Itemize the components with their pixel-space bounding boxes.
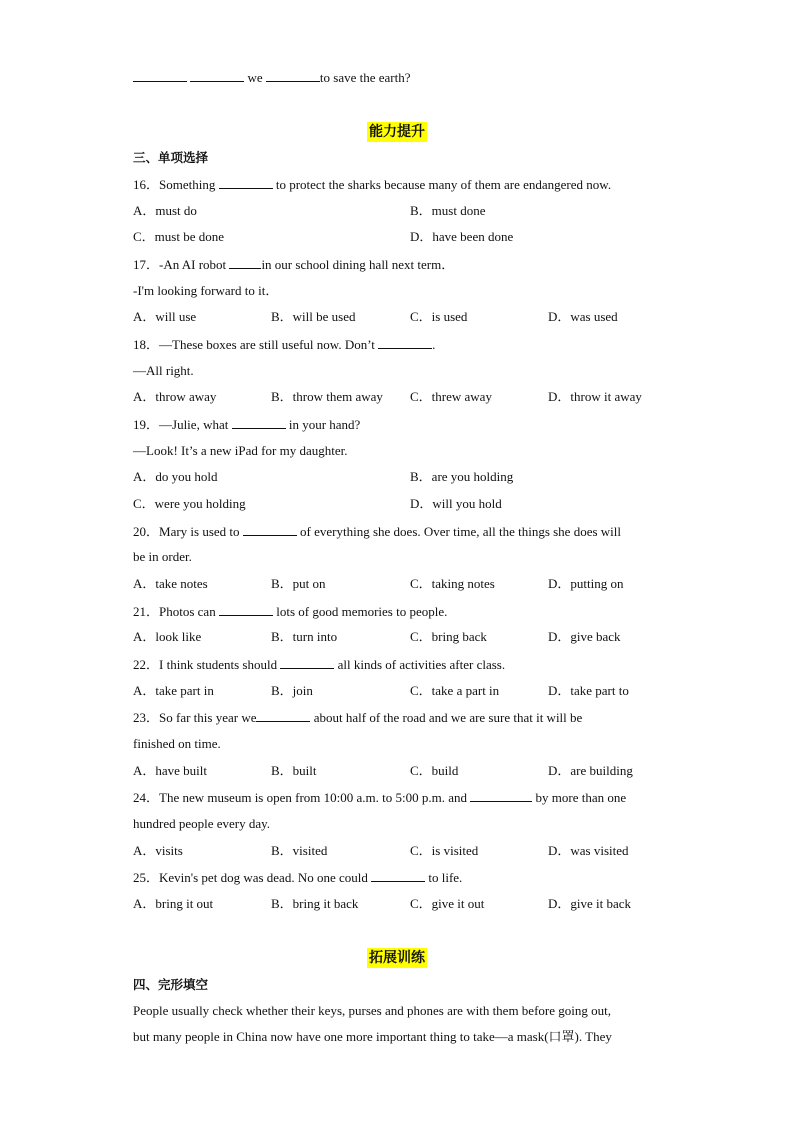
question-text: —These boxes are still useful now. Don’t [159, 337, 375, 352]
question-18-response: —All right. [133, 363, 194, 378]
question-number: 25． [133, 870, 160, 885]
question-text: I think students should [159, 657, 278, 672]
question-text: Photos can [159, 604, 216, 619]
question-text: lots of good memories to people. [276, 604, 448, 619]
question-20-option-a[interactable]: A．take notes [133, 576, 208, 591]
question-text: Something [159, 177, 216, 192]
question-21-stem [133, 603, 447, 620]
answer-blank[interactable] [133, 69, 187, 82]
question-22-stem [133, 656, 505, 673]
question-text: to protect the sharks because many of them are endangered now. [275, 177, 612, 192]
question-20-stem-continued: be in order. [133, 549, 192, 564]
question-17-option-b[interactable]: B．will be used [271, 309, 356, 324]
question-17-stem [133, 256, 454, 273]
question-18-stem [133, 336, 435, 353]
question-16-option-c[interactable]: C．must be done [133, 229, 224, 244]
question-23-option-c[interactable]: C．build [410, 763, 459, 778]
question-23-option-b[interactable]: B．built [271, 763, 317, 778]
question-23-stem-continued: finished on time. [133, 736, 221, 751]
question-19-option-d[interactable]: D．will you hold [410, 496, 502, 511]
question-number: 20． [133, 524, 160, 539]
answer-blank[interactable] [219, 176, 273, 189]
section-heading-single-choice: 三、单项选择 [133, 150, 209, 165]
question-number: 21． [133, 604, 160, 619]
answer-blank[interactable] [190, 69, 244, 82]
section-banner-extension [0, 947, 794, 967]
question-19-option-c[interactable]: C．were you holding [133, 496, 246, 511]
answer-blank[interactable] [371, 869, 425, 882]
question-17-option-c[interactable]: C．is used [410, 309, 468, 324]
answer-blank[interactable] [229, 256, 261, 269]
question-22-option-d[interactable]: D．take part to [548, 683, 629, 698]
question-16-option-a[interactable]: A．must do [133, 203, 197, 218]
question-25-stem [133, 869, 462, 886]
question-text: Kevin's pet dog was dead. No one could [159, 870, 368, 885]
passage-line: but many people in China now have one more important thing to take—a mask(口罩). They [133, 1029, 612, 1044]
question-number: 19． [133, 417, 160, 432]
question-number: 17． [133, 257, 160, 272]
question-21-option-b[interactable]: B．turn into [271, 629, 338, 644]
question-19-stem [133, 416, 360, 433]
question-15-tail [133, 69, 411, 86]
question-text: -An AI robot [159, 257, 227, 272]
question-19-response: —Look! It’s a new iPad for my daughter. [133, 443, 348, 458]
question-19-option-a[interactable]: A．do you hold [133, 469, 218, 484]
answer-blank[interactable] [219, 603, 273, 616]
question-23-stem [133, 709, 582, 726]
question-21-option-d[interactable]: D．give back [548, 629, 621, 644]
question-text: by more than one [535, 790, 627, 805]
question-number: 18． [133, 337, 160, 352]
question-24-stem-continued: hundred people every day. [133, 816, 271, 831]
question-text: to life. [428, 870, 463, 885]
answer-blank[interactable] [256, 709, 310, 722]
question-16-option-b[interactable]: B．must done [410, 203, 486, 218]
question-23-option-a[interactable]: A．have built [133, 763, 208, 778]
question-17-option-a[interactable]: A．will use [133, 309, 197, 324]
question-text: all kinds of activities after class. [337, 657, 506, 672]
answer-blank[interactable] [243, 523, 297, 536]
question-21-option-a[interactable]: A．look like [133, 629, 202, 644]
answer-blank[interactable] [378, 336, 432, 349]
question-18-option-c[interactable]: C．threw away [410, 389, 492, 404]
section-heading-cloze: 四、完形填空 [133, 977, 209, 992]
question-text: . [432, 337, 436, 352]
question-23-option-d[interactable]: D．are building [548, 763, 633, 778]
question-20-option-c[interactable]: C．taking notes [410, 576, 495, 591]
question-text: Mary is used to [159, 524, 240, 539]
question-24-stem [133, 789, 626, 806]
question-text: we [247, 70, 263, 85]
question-20-option-d[interactable]: D．putting on [548, 576, 624, 591]
question-17-response: -I'm looking forward to it． [133, 283, 279, 298]
answer-blank[interactable] [232, 416, 286, 429]
question-number: 16． [133, 177, 160, 192]
question-18-option-b[interactable]: B．throw them away [271, 389, 383, 404]
question-24-option-b[interactable]: B．visited [271, 843, 328, 858]
question-16-option-d[interactable]: D．have been done [410, 229, 514, 244]
question-25-option-d[interactable]: D．give it back [548, 896, 632, 911]
question-text: The new museum is open from 10:00 a.m. to 5:00 p.m. and [159, 790, 467, 805]
question-25-option-a[interactable]: A．bring it out [133, 896, 214, 911]
question-18-option-d[interactable]: D．throw it away [548, 389, 642, 404]
question-24-option-a[interactable]: A．visits [133, 843, 183, 858]
question-18-option-a[interactable]: A．throw away [133, 389, 217, 404]
question-20-stem [133, 523, 621, 540]
question-25-option-b[interactable]: B．bring it back [271, 896, 359, 911]
section-banner-ability [0, 121, 794, 141]
answer-blank[interactable] [280, 656, 334, 669]
question-24-option-c[interactable]: C．is visited [410, 843, 479, 858]
question-text: about half of the road and we are sure that it will be [313, 710, 583, 725]
question-text: —Julie, what [159, 417, 229, 432]
question-16-stem [133, 176, 611, 193]
question-25-option-c[interactable]: C．give it out [410, 896, 485, 911]
question-19-option-b[interactable]: B．are you holding [410, 469, 514, 484]
banner-label: 能力提升 [369, 124, 425, 140]
question-number: 23． [133, 710, 160, 725]
question-22-option-c[interactable]: C．take a part in [410, 683, 500, 698]
question-21-option-c[interactable]: C．bring back [410, 629, 487, 644]
question-text: So far this year we [159, 710, 257, 725]
question-text: to save the earth? [319, 70, 411, 85]
question-number: 24． [133, 790, 160, 805]
question-17-option-d[interactable]: D．was used [548, 309, 618, 324]
answer-blank[interactable] [470, 789, 532, 802]
question-text: in our school dining hall next term． [261, 257, 455, 272]
question-text: in your hand? [288, 417, 361, 432]
answer-blank[interactable] [266, 69, 320, 82]
question-24-option-d[interactable]: D．was visited [548, 843, 629, 858]
question-number: 22． [133, 657, 160, 672]
question-22-option-b[interactable]: B．join [271, 683, 313, 698]
passage-line: People usually check whether their keys, purses and phones are with them before going out, [133, 1003, 611, 1018]
question-22-option-a[interactable]: A．take part in [133, 683, 214, 698]
question-20-option-b[interactable]: B．put on [271, 576, 326, 591]
banner-label: 拓展训练 [369, 950, 425, 966]
question-text: of everything she does. Over time, all the things she does will [300, 524, 622, 539]
